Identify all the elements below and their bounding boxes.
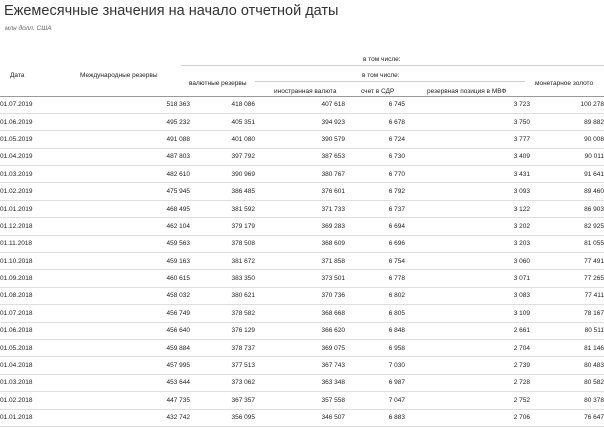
foreign-currency-cell: 407 618 — [255, 96, 345, 113]
imf-position-cell: 3 750 — [405, 113, 530, 130]
intl-reserves-cell: 482 610 — [67, 166, 190, 183]
date-cell: 01.01.2018 — [0, 409, 67, 426]
table-row — [0, 339, 604, 356]
sdr-cell: 6 730 — [345, 148, 405, 165]
date-cell: 01.10.2018 — [0, 253, 67, 270]
imf-position-cell: 3 777 — [405, 131, 530, 148]
foreign-currency-cell: 387 653 — [255, 148, 345, 165]
gold-cell: 91 641 — [530, 166, 604, 183]
imf-position-cell: 2 704 — [405, 339, 530, 356]
foreign-currency-cell: 371 733 — [255, 200, 345, 217]
intl-reserves-cell: 487 803 — [67, 148, 190, 165]
imf-position-cell: 3 203 — [405, 235, 530, 252]
header-foreign-currency: иностранная валюта — [274, 88, 337, 95]
fx-reserves-cell: 383 350 — [190, 270, 255, 287]
fx-reserves-cell: 390 969 — [190, 166, 255, 183]
intl-reserves-cell: 459 163 — [67, 253, 190, 270]
table-row — [0, 200, 604, 217]
date-cell: 01.11.2018 — [0, 235, 67, 252]
date-cell: 01.04.2019 — [0, 148, 67, 165]
fx-reserves-cell: 376 129 — [190, 322, 255, 339]
units-label: млн долл. США — [5, 25, 52, 32]
header-including-1: в том числе: — [363, 56, 401, 63]
intl-reserves-cell: 447 735 — [67, 392, 190, 409]
gold-cell: 77 491 — [530, 253, 604, 270]
foreign-currency-cell: 380 767 — [255, 166, 345, 183]
page-title: Ежемесячные значения на начало отчетной даты — [4, 3, 339, 19]
imf-position-cell: 2 706 — [405, 409, 530, 426]
date-cell: 01.12.2018 — [0, 218, 67, 235]
gold-cell: 80 378 — [530, 392, 604, 409]
header-divider — [181, 65, 604, 66]
gold-cell: 90 008 — [530, 131, 604, 148]
gold-cell: 89 882 — [530, 113, 604, 130]
fx-reserves-cell: 381 672 — [190, 253, 255, 270]
foreign-currency-cell: 370 736 — [255, 287, 345, 304]
fx-reserves-cell: 379 179 — [190, 218, 255, 235]
intl-reserves-cell: 475 945 — [67, 183, 190, 200]
table-row — [0, 270, 604, 287]
fx-reserves-cell: 397 792 — [190, 148, 255, 165]
sdr-cell: 6 883 — [345, 409, 405, 426]
date-cell: 01.08.2018 — [0, 287, 67, 304]
foreign-currency-cell: 369 075 — [255, 339, 345, 356]
fx-reserves-cell: 401 080 — [190, 131, 255, 148]
gold-cell: 77 411 — [530, 287, 604, 304]
gold-cell: 90 011 — [530, 148, 604, 165]
fx-reserves-cell: 386 485 — [190, 183, 255, 200]
gold-cell: 81 055 — [530, 235, 604, 252]
date-cell: 01.09.2018 — [0, 270, 67, 287]
imf-position-cell: 3 122 — [405, 200, 530, 217]
date-cell: 01.02.2018 — [0, 392, 67, 409]
intl-reserves-cell: 432 742 — [67, 409, 190, 426]
foreign-currency-cell: 363 348 — [255, 374, 345, 391]
imf-position-cell: 2 728 — [405, 374, 530, 391]
header-imf-position: резервная позиция в МВФ — [427, 88, 507, 95]
imf-position-cell: 3 202 — [405, 218, 530, 235]
header-divider — [255, 81, 525, 82]
date-cell: 01.06.2019 — [0, 113, 67, 130]
fx-reserves-cell: 418 086 — [190, 96, 255, 113]
imf-position-cell: 3 723 — [405, 96, 530, 113]
gold-cell: 82 925 — [530, 218, 604, 235]
intl-reserves-cell: 468 495 — [67, 200, 190, 217]
table-row — [0, 166, 604, 183]
gold-cell: 78 167 — [530, 305, 604, 322]
foreign-currency-cell: 371 858 — [255, 253, 345, 270]
foreign-currency-cell: 357 558 — [255, 392, 345, 409]
imf-position-cell: 2 739 — [405, 357, 530, 374]
fx-reserves-cell: 405 351 — [190, 113, 255, 130]
sdr-cell: 6 848 — [345, 322, 405, 339]
table-row — [0, 183, 604, 200]
sdr-cell: 6 792 — [345, 183, 405, 200]
header-sdr-account: счет в СДР — [361, 88, 395, 95]
imf-position-cell: 3 109 — [405, 305, 530, 322]
header-including-2: в том числе: — [362, 72, 400, 79]
table-row — [0, 287, 604, 304]
fx-reserves-cell: 378 582 — [190, 305, 255, 322]
fx-reserves-cell: 381 592 — [190, 200, 255, 217]
intl-reserves-cell: 518 363 — [67, 96, 190, 113]
foreign-currency-cell: 369 283 — [255, 218, 345, 235]
intl-reserves-cell: 491 088 — [67, 131, 190, 148]
table-row — [0, 253, 604, 270]
fx-reserves-cell: 373 062 — [190, 374, 255, 391]
header-intl-reserves: Международные резервы — [80, 72, 158, 79]
sdr-cell: 6 754 — [345, 253, 405, 270]
imf-position-cell: 3 431 — [405, 166, 530, 183]
table-row — [0, 96, 604, 113]
imf-position-cell: 3 060 — [405, 253, 530, 270]
sdr-cell: 6 694 — [345, 218, 405, 235]
date-cell: 01.03.2018 — [0, 374, 67, 391]
sdr-cell: 6 958 — [345, 339, 405, 356]
imf-position-cell: 3 409 — [405, 148, 530, 165]
fx-reserves-cell: 377 513 — [190, 357, 255, 374]
foreign-currency-cell: 394 923 — [255, 113, 345, 130]
intl-reserves-cell: 459 563 — [67, 235, 190, 252]
foreign-currency-cell: 346 507 — [255, 409, 345, 426]
imf-position-cell: 3 071 — [405, 270, 530, 287]
header-fx-reserves: валютные резервы — [189, 80, 247, 87]
fx-reserves-cell: 378 508 — [190, 235, 255, 252]
gold-cell: 86 903 — [530, 200, 604, 217]
intl-reserves-cell: 456 640 — [67, 322, 190, 339]
imf-position-cell: 3 093 — [405, 183, 530, 200]
date-cell: 01.03.2019 — [0, 166, 67, 183]
date-cell: 01.05.2018 — [0, 339, 67, 356]
sdr-cell: 6 778 — [345, 270, 405, 287]
date-cell: 01.04.2018 — [0, 357, 67, 374]
sdr-cell: 6 802 — [345, 287, 405, 304]
sdr-cell: 6 696 — [345, 235, 405, 252]
sdr-cell: 6 745 — [345, 96, 405, 113]
sdr-cell: 6 724 — [345, 131, 405, 148]
imf-position-cell: 3 083 — [405, 287, 530, 304]
fx-reserves-cell: 380 621 — [190, 287, 255, 304]
date-cell: 01.07.2019 — [0, 96, 67, 113]
date-cell: 01.06.2018 — [0, 322, 67, 339]
header-gold: монетарное золото — [535, 80, 594, 87]
foreign-currency-cell: 366 620 — [255, 322, 345, 339]
sdr-cell: 6 805 — [345, 305, 405, 322]
gold-cell: 100 278 — [530, 96, 604, 113]
date-cell: 01.05.2019 — [0, 131, 67, 148]
table-row — [0, 235, 604, 252]
gold-cell: 81 146 — [530, 339, 604, 356]
sdr-cell: 6 678 — [345, 113, 405, 130]
imf-position-cell: 2 661 — [405, 322, 530, 339]
table-row — [0, 322, 604, 339]
intl-reserves-cell: 453 644 — [67, 374, 190, 391]
gold-cell: 80 483 — [530, 357, 604, 374]
header-date: Дата — [10, 72, 25, 79]
foreign-currency-cell: 390 579 — [255, 131, 345, 148]
table-row — [0, 374, 604, 391]
sdr-cell: 6 770 — [345, 166, 405, 183]
sdr-cell: 7 030 — [345, 357, 405, 374]
fx-reserves-cell: 378 737 — [190, 339, 255, 356]
table-row — [0, 113, 604, 130]
foreign-currency-cell: 376 601 — [255, 183, 345, 200]
intl-reserves-cell: 457 995 — [67, 357, 190, 374]
imf-position-cell: 2 752 — [405, 392, 530, 409]
table-row — [0, 131, 604, 148]
foreign-currency-cell: 368 668 — [255, 305, 345, 322]
intl-reserves-cell: 456 749 — [67, 305, 190, 322]
foreign-currency-cell: 368 609 — [255, 235, 345, 252]
table-row — [0, 218, 604, 235]
sdr-cell: 7 047 — [345, 392, 405, 409]
reserves-table — [0, 96, 604, 427]
table-row — [0, 148, 604, 165]
date-cell: 01.01.2019 — [0, 200, 67, 217]
table-row — [0, 409, 604, 426]
gold-cell: 80 511 — [530, 322, 604, 339]
fx-reserves-cell: 356 095 — [190, 409, 255, 426]
gold-cell: 76 647 — [530, 409, 604, 426]
foreign-currency-cell: 367 743 — [255, 357, 345, 374]
intl-reserves-cell: 460 615 — [67, 270, 190, 287]
intl-reserves-cell: 462 104 — [67, 218, 190, 235]
gold-cell: 80 582 — [530, 374, 604, 391]
table-row — [0, 357, 604, 374]
table-row — [0, 305, 604, 322]
table-row — [0, 392, 604, 409]
date-cell: 01.07.2018 — [0, 305, 67, 322]
foreign-currency-cell: 373 501 — [255, 270, 345, 287]
fx-reserves-cell: 367 357 — [190, 392, 255, 409]
gold-cell: 77 265 — [530, 270, 604, 287]
date-cell: 01.02.2019 — [0, 183, 67, 200]
sdr-cell: 6 987 — [345, 374, 405, 391]
intl-reserves-cell: 458 032 — [67, 287, 190, 304]
sdr-cell: 6 737 — [345, 200, 405, 217]
table-body — [0, 96, 604, 426]
intl-reserves-cell: 495 232 — [67, 113, 190, 130]
intl-reserves-cell: 459 884 — [67, 339, 190, 356]
gold-cell: 89 460 — [530, 183, 604, 200]
